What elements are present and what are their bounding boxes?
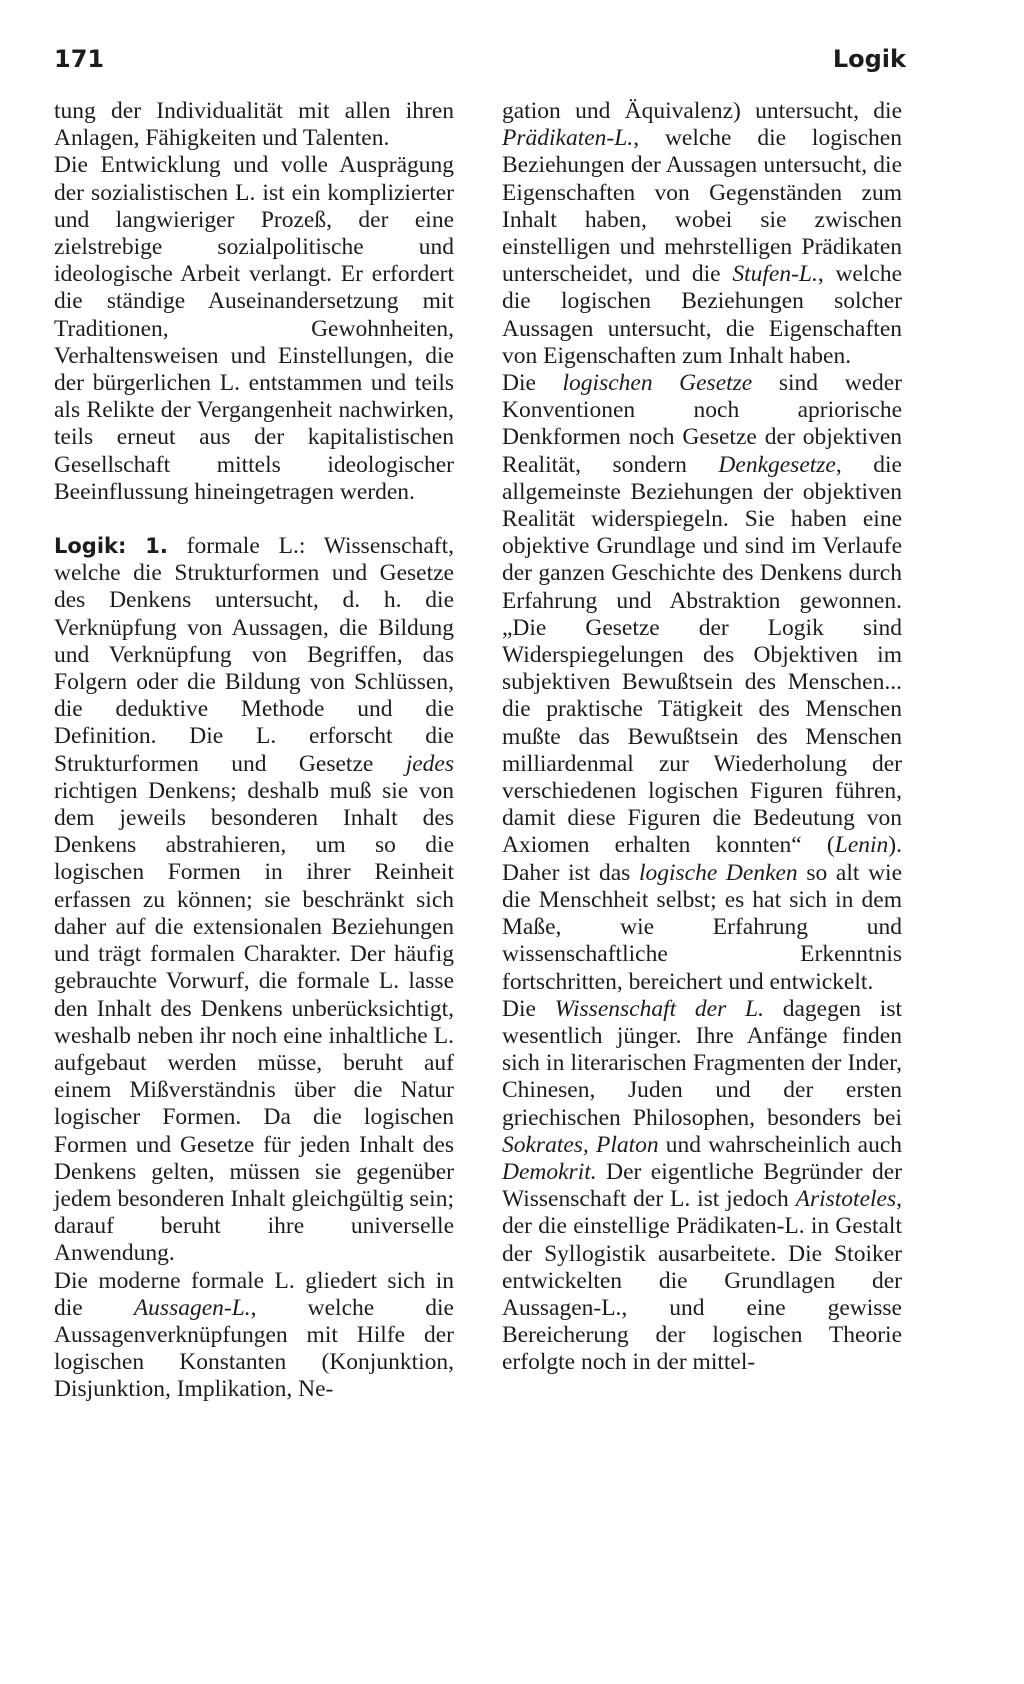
running-head: Logik <box>832 45 906 73</box>
emphasis-demokrit: Demokrit. <box>502 1158 597 1185</box>
emphasis-praedikaten-logik: Prädikaten-L. <box>502 125 634 152</box>
paragraph-modern-logic <box>54 1268 454 1404</box>
paragraph-history-of-logic <box>502 996 902 1377</box>
emphasis-stufen-logik: Stufen-L. <box>732 261 818 288</box>
paragraph-logical-laws <box>502 370 902 996</box>
page-number: 171 <box>54 45 105 73</box>
entry-headword: Logik: <box>54 534 127 559</box>
paragraph-text: Der eigentliche Begründer der Wissenschaft der L. ist jedoch <box>502 1158 902 1213</box>
emphasis-jedes: jedes <box>405 750 454 777</box>
emphasis-logisches-denken: logische Denken <box>638 859 798 886</box>
paragraph-text: gation und Äquivalenz) untersucht, die <box>502 98 902 124</box>
emphasis-sokrates-platon: Sokrates, Platon <box>502 1131 659 1158</box>
right-column <box>502 98 902 1377</box>
paragraph-text: , welche die Aussagenverknüpfungen mit Hilfe der logischen Konstanten (Konjunktion, Disjunktion, Implikation, Ne- <box>54 1294 454 1403</box>
paragraph-text: sind weder Konventionen noch apriorische Denkformen noch Gesetze der objektiven Realität, sondern <box>502 370 902 478</box>
paragraph-text: so alt wie die Menschheit selbst; es hat sich in dem Maße, wie Erfahrung und wissenschaftliche Erkenntnis fortschritten, bereichert und entwickelt. <box>502 859 902 995</box>
emphasis-logische-gesetze: logischen Gesetze <box>562 370 753 397</box>
dictionary-entry-logik <box>54 533 454 1267</box>
left-column <box>54 98 454 1404</box>
paragraph-text: Die moderne formale L. gliedert sich in die <box>54 1267 454 1321</box>
emphasis-aristoteles: Aristoteles <box>795 1186 897 1213</box>
emphasis-lenin: Lenin <box>834 832 889 859</box>
paragraph-logic-branches <box>502 98 902 370</box>
paragraph-text: dagegen ist wesentlich jünger. Ihre Anfänge finden sich in literarischen Fragmenten der Inder, Chinesen, Juden und der ersten griechischen Philosophen, besonders bei <box>502 995 902 1131</box>
paragraph-text: ). Daher ist das <box>502 832 902 886</box>
paragraph-text: , welche die logischen Beziehungen der Aussagen untersucht, die Eigenschaften von Gegenständen zum Inhalt haben, wobei sie zwischen einstelligen und mehrstelligen Prädikaten unterscheidet, und die <box>502 125 902 288</box>
paragraph-text: Die <box>502 370 563 397</box>
entry-text: formale L.: Wissenschaft, welche die Strukturformen und Gesetze des Denkens untersucht, d. h. die Verknüpfung von Aussagen, die Bildung und Verknüpfung von Begriffen, das Folgern oder die Bildung von Schlüssen, die deduktive Methode und die Definition. Die L. erforscht die Strukturformen und Gesetze <box>54 533 454 777</box>
emphasis-denkgesetze: Denkgesetze <box>718 451 836 478</box>
paragraph-socialist-personality: Die Entwicklung und volle Ausprägung der sozialistischen L. ist ein komplizierter und langwieriger Prozeß, der eine zielstrebige sozialpolitische und ideologische Arbeit verlangt. Er erfordert die ständige Auseinandersetzung mit Traditionen, Gewohnheiten, Verhaltensweisen und Einstellungen, die der bürgerlichen L. entstammen und teils als Relikte der Vergangenheit nachwirken, teils erneut aus der kapitalistischen Gesellschaft mittels ideologischer Beeinflussung hineingetragen werden. <box>54 152 454 505</box>
entry-text: richtigen Denkens; deshalb muß sie von dem jeweils besonderen Inhalt des Denkens abstrahieren, um so die logischen Formen in ihrer Reinheit erfassen zu können; sie beschränkt sich daher auf die extensionalen Beziehungen und trägt formalen Charakter. Der häufig gebrauchte Vorwurf, die formale L. lasse den Inhalt des Denkens unberücksichtigt, weshalb neben ihr noch eine inhaltliche L. aufgebaut werden müsse, beruht auf einem Mißverständnis über die Natur logischer Formen. Da die logischen Formen und Gesetze für jeden Inhalt des Denkens gelten, müssen sie gegenüber jedem besonderen Inhalt gleichgültig sein; darauf beruht ihre universelle Anwendung. <box>54 777 454 1267</box>
paragraph-text: , der die einstellige Prädikaten-L. in Gestalt der Syllogistik ausarbeitete. Die Stoiker entwickelten die Grundlagen der Aussagen-L., und eine gewisse Bereicherung der logischen Theorie erfolgte noch in der mittel- <box>502 1186 902 1376</box>
paragraph-text: Die <box>502 995 555 1022</box>
paragraph-text: und wahrscheinlich auch <box>658 1131 902 1158</box>
entry-sense-number: 1. <box>145 534 168 559</box>
emphasis-aussagen-logik: Aussagen-L. <box>133 1294 251 1321</box>
paragraph-continuation: tung der Individualität mit allen ihren Anlagen, Fähigkeiten und Talenten. <box>54 98 454 152</box>
paragraph-text: , die allgemeinste Beziehungen der objektiven Realität widerspiegeln. Sie haben eine objektive Grundlage und sind im Verlaufe der ganzen Geschichte des Denkens durch Erfahrung und Abstraktion gewonnen. „Die Gesetze der Logik sind Widerspiegelungen des Objektiven im subjektiven Bewußtsein des Menschen... die praktische Tätigkeit des Menschen mußte das Bewußtsein des Menschen milliardenmal zur Wiederholung der verschiedenen logischen Figuren führen, damit diese Figuren die Bedeutung von Axiomen erhalten konnten“ ( <box>502 451 902 859</box>
emphasis-wissenschaft-der-logik: Wissenschaft der L. <box>554 995 764 1022</box>
paragraph-text: , welche die logischen Beziehungen solcher Aussagen untersucht, die Eigenschaften von Eigenschaften zum Inhalt haben. <box>502 261 902 369</box>
